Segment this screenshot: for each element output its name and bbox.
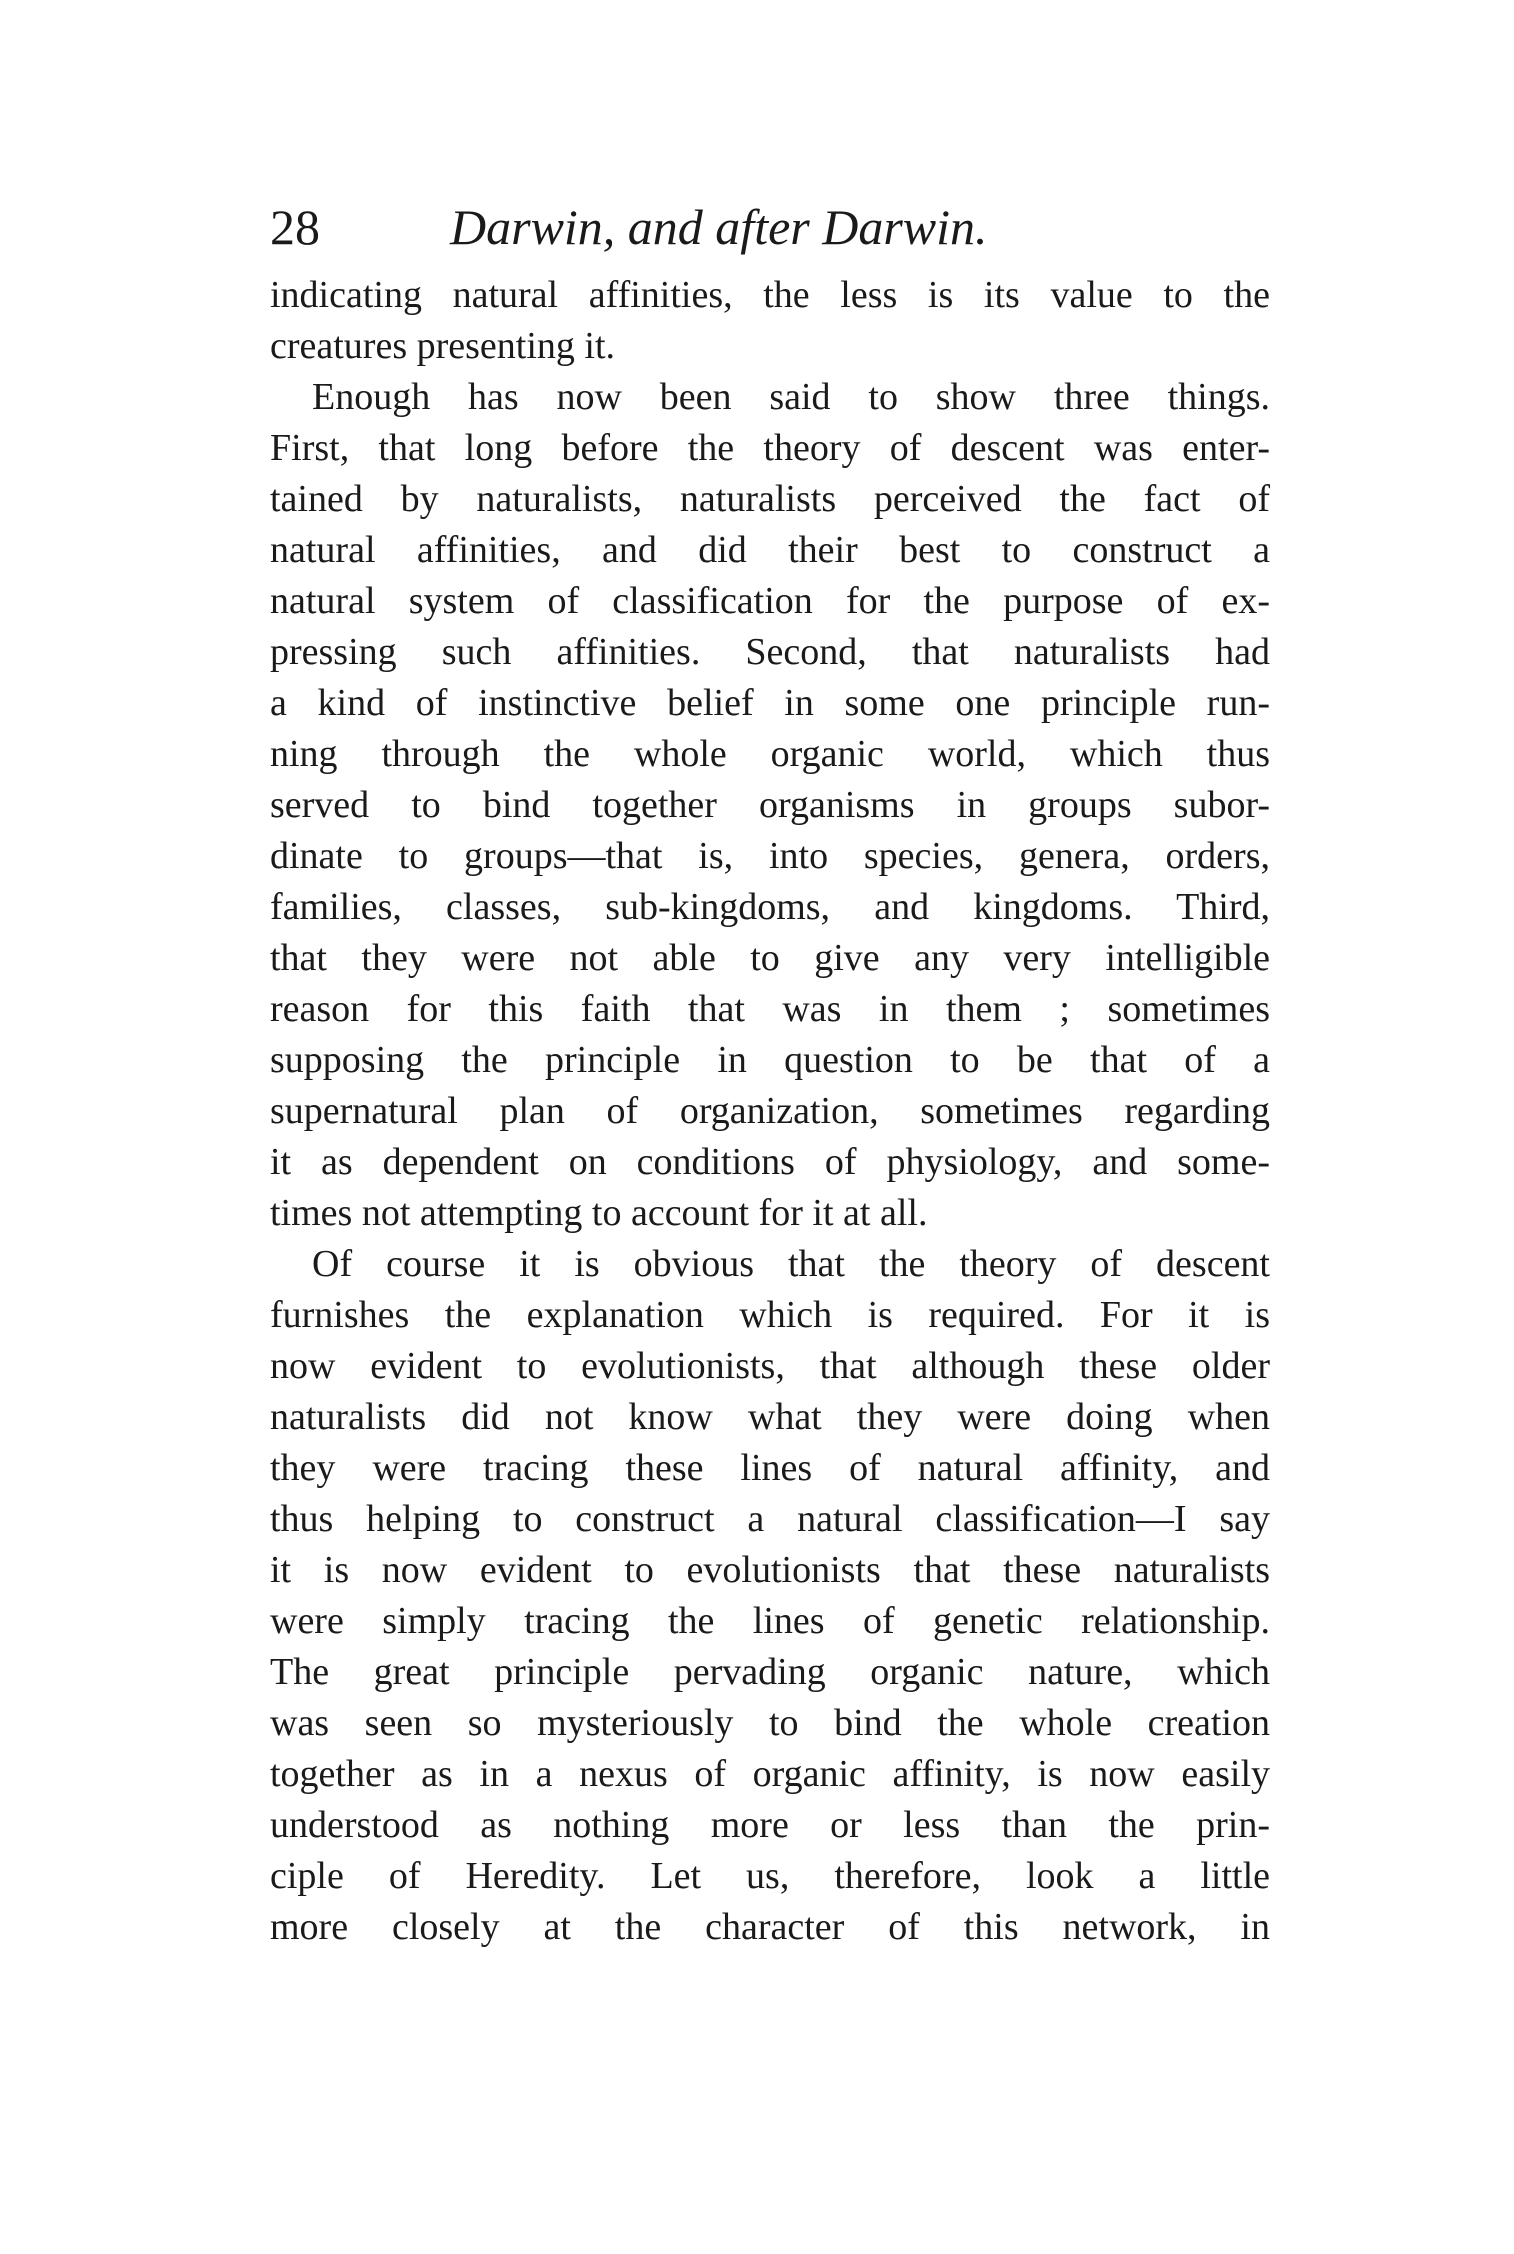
- text-line: supernatural plan of organization, sometimes regarding: [270, 1090, 1270, 1132]
- text-line: tained by naturalists, naturalists perceived the fact of: [270, 478, 1270, 520]
- text-line: supposing the principle in question to be that of a: [270, 1039, 1270, 1081]
- text-line: reason for this faith that was in them ; sometimes: [270, 988, 1270, 1030]
- text-line: a kind of instinctive belief in some one principle run-: [270, 682, 1270, 724]
- text-line: naturalists did not know what they were doing when: [270, 1396, 1270, 1438]
- text-line: creatures presenting it.: [270, 325, 616, 367]
- text-line: families, classes, sub-kingdoms, and kingdoms. Third,: [270, 886, 1270, 928]
- text-line: indicating natural affinities, the less is its value to the: [270, 274, 1270, 316]
- text-line: times not attempting to account for it at all.: [270, 1192, 928, 1234]
- text-line: natural system of classification for the purpose of ex-: [270, 580, 1270, 622]
- text-line: were simply tracing the lines of genetic relationship.: [270, 1600, 1270, 1642]
- text-line: pressing such affinities. Second, that naturalists had: [270, 631, 1270, 673]
- text-line: now evident to evolutionists, that although these older: [270, 1345, 1270, 1387]
- running-head: [270, 192, 1270, 262]
- paragraph-of-course: [270, 1239, 1270, 1953]
- text-line: that they were not able to give any very intelligible: [270, 937, 1270, 979]
- text-line: it is now evident to evolutionists that these naturalists: [270, 1549, 1270, 1591]
- paragraph-continued: [270, 270, 1270, 372]
- text-line: together as in a nexus of organic affinity, is now easily: [270, 1753, 1270, 1795]
- text-line: First, that long before the theory of descent was enter-: [270, 427, 1270, 469]
- page-number: 28: [270, 199, 320, 255]
- text-line: understood as nothing more or less than the prin-: [270, 1804, 1270, 1846]
- text-line: dinate to groups—that is, into species, genera, orders,: [270, 835, 1270, 877]
- text-line: more closely at the character of this network, in: [270, 1906, 1270, 1948]
- text-line: Of course it is obvious that the theory of descent: [312, 1243, 1270, 1285]
- text-line: The great principle pervading organic nature, which: [270, 1651, 1270, 1693]
- text-line: ciple of Heredity. Let us, therefore, look a little: [270, 1855, 1270, 1897]
- text-line: was seen so mysteriously to bind the whole creation: [270, 1702, 1270, 1744]
- text-line: served to bind together organisms in groups subor-: [270, 784, 1270, 826]
- text-line: it as dependent on conditions of physiology, and some-: [270, 1141, 1270, 1183]
- text-line: natural affinities, and did their best to construct a: [270, 529, 1270, 571]
- body-text: [270, 270, 1270, 1953]
- text-line: thus helping to construct a natural classification—I say: [270, 1498, 1270, 1540]
- text-line: they were tracing these lines of natural affinity, and: [270, 1447, 1270, 1489]
- text-line: furnishes the explanation which is required. For it is: [270, 1294, 1270, 1336]
- text-line: Enough has now been said to show three things.: [312, 376, 1270, 418]
- running-title: Darwin, and after Darwin.: [450, 199, 988, 255]
- paragraph-enough: [270, 372, 1270, 1239]
- text-line: ning through the whole organic world, which thus: [270, 733, 1270, 775]
